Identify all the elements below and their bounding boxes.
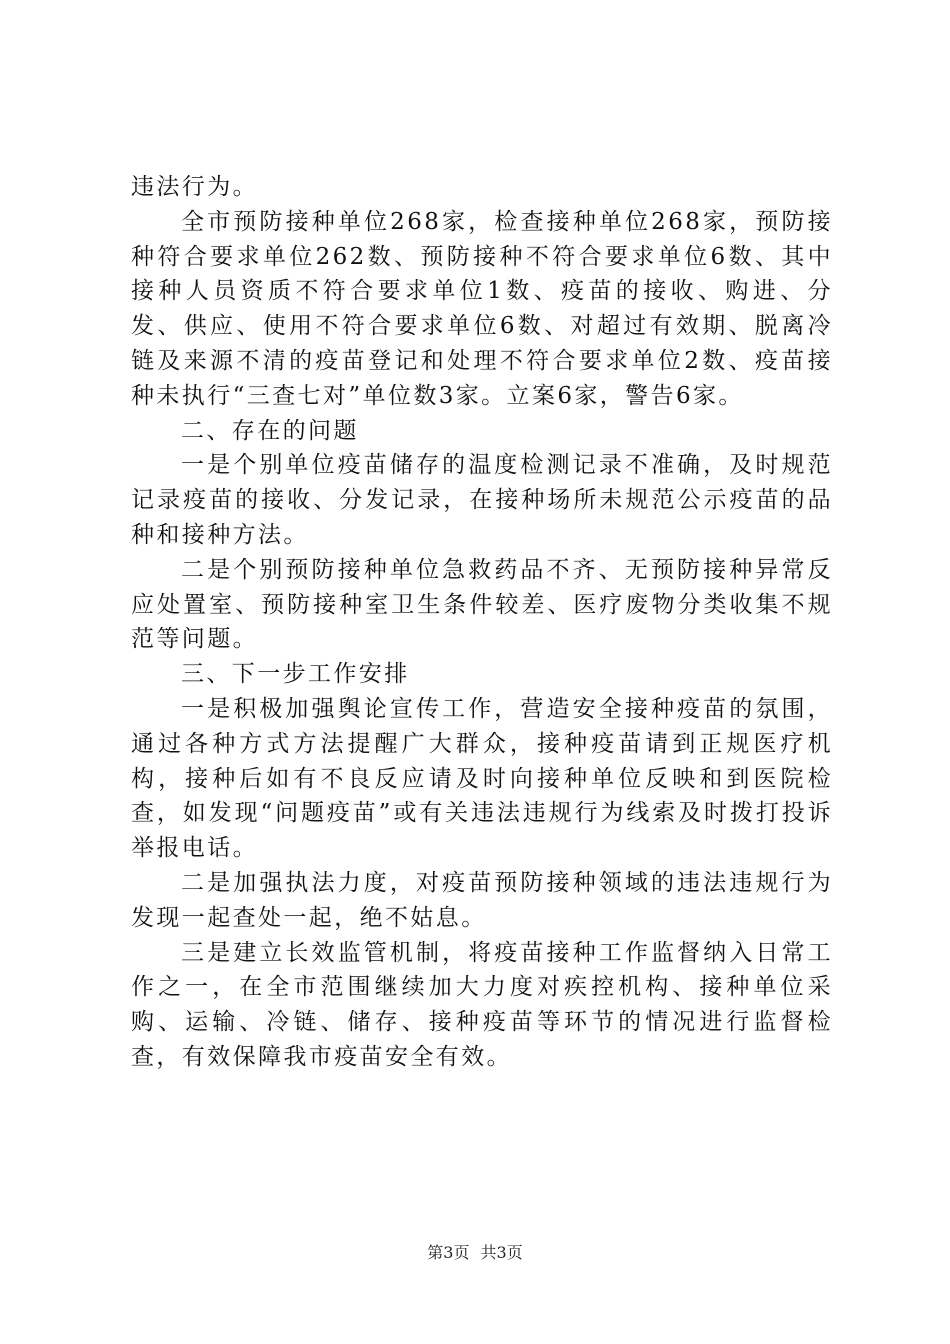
paragraph-7: 三是建立长效监管机制，将疫苗接种工作监督纳入日常工作之一，在全市范围继续加大力度对疾控机构、接种单位采购、运输、冷链、储存、接种疫苗等环节的情况进行监督检查，有效保障我市疫苗安全有效。 [131, 939, 833, 1070]
paragraph-1: 违法行为。 [131, 174, 258, 200]
page-total: 共3页 [480, 1243, 523, 1262]
page-number: 第3页 [427, 1243, 470, 1262]
document-body [131, 170, 833, 1075]
paragraph-2: 全市预防接种单位268家，检查接种单位268家，预防接种符合要求单位262数、预防接种不符合要求单位6数、其中接种人员资质不符合要求单位1数、疫苗的接收、购进、分发、供应、使用不符合要求单位6数、对超过有效期、脱离冷链及来源不清的疫苗登记和处理不符合要求单位2数、疫苗接种未执行“三查七对”单位数3家。立案6家，警告6家。 [131, 208, 833, 409]
section-heading-problems: 二、存在的问题 [181, 417, 359, 444]
paragraph-6: 二是加强执法力度，对疫苗预防接种领域的违法违规行为发现一起查处一起，绝不姑息。 [131, 869, 833, 931]
paragraph-5: 一是积极加强舆论宣传工作，营造安全接种疫苗的氛围，通过各种方式方法提醒广大群众，接种疫苗请到正规医疗机构，接种后如有不良反应请及时向接种单位反映和到医院检查，如发现“问题疫苗”或有关违法违规行为线索及时拨打投诉举报电话。 [131, 695, 833, 862]
paragraph-3: 一是个别单位疫苗储存的温度检测记录不准确，及时规范记录疫苗的接收、分发记录，在接种场所未规范公示疫苗的品种和接种方法。 [131, 452, 833, 548]
section-heading-next-steps: 三、下一步工作安排 [181, 661, 410, 688]
page-footer [0, 1243, 950, 1263]
paragraph-4: 二是个别预防接种单位急救药品不齐、无预防接种异常反应处置室、预防接种室卫生条件较差、医疗废物分类收集不规范等问题。 [131, 556, 833, 653]
